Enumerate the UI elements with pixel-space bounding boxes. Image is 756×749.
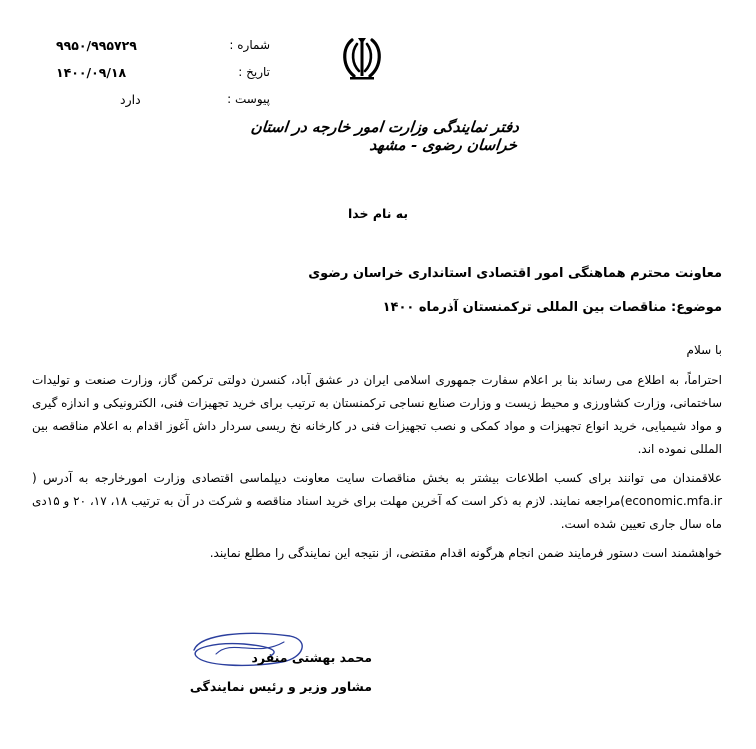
attachment-value: دارد: [120, 92, 141, 107]
recipient-line: معاونت محترم هماهنگی امور اقتصادی استانداری خراسان رضوی: [308, 266, 722, 281]
body-paragraph: علاقمندان می توانند برای کسب اطلاعات بیشتر به بخش مناقصات سایت معاونت دیپلماسی اقتصادی وزارت امورخارجه به آدرس ( economic.mfa.ir)مراجعه نمایند. لازم به ذکر است که آخرین مهلت برای خرید اسناد مناقصه و شرکت در آن به ترتیب ۱۸، ۱۷، ۲۰ و ۱۵دی ماه سال جاری تعیین شده است.: [32, 471, 723, 531]
body-paragraph: احتراماً، به اطلاع می رساند بنا بر اعلام سفارت جمهوری اسلامی ایران در عشق آباد، کنسرن دولتی ترکمن گاز، وزارت صنعت و تولیدات ساختمانی، وزارت کشاورزی و محیط زیست و وزارت صنایع نساجی ترکمنستان به ترتیب برای خرید تجهیزات فنی، الکترونیکی و اندازه گیری و مواد شیمیایی، خرید انواع تجهیزات و مواد کمکی و نصب تجهیزات فنی در کارخانه نخ ریسی سردار داش آغوز اقدام به اعلام مناقصه بین المللی نموده اند.: [32, 373, 722, 456]
date-row: [40, 65, 270, 92]
date-label: تاریخ :: [238, 65, 270, 79]
office-name: دفتر نمایندگی وزارت امور خارجه در استان خراسان رضوی - مشهد: [249, 118, 520, 154]
closing-line: خواهشمند است دستور فرمایند ضمن انجام هرگونه اقدام مقتضی، از نتیجه این نمایندگی را مطلع نمایند.: [209, 546, 722, 560]
number-label: شماره :: [229, 38, 270, 52]
signatory-title: مشاور وزیر و رئیس نمایندگی: [189, 679, 372, 694]
iran-emblem-icon: [338, 36, 386, 82]
number-row: [40, 38, 270, 65]
letter-number: ۹۹۵۰/۹۹۵۷۲۹: [56, 38, 137, 53]
letter-date: ۱۴۰۰/۰۹/۱۸: [56, 65, 127, 80]
subject-line: موضوع: مناقصات بین المللی ترکمنستان آذرماه ۱۴۰۰: [382, 300, 722, 315]
signatory-name: محمد بهشتی منفرد: [251, 650, 372, 665]
greeting: با سلام: [686, 343, 722, 357]
letter-body: [32, 369, 722, 536]
attachment-label: پیوست :: [227, 92, 270, 106]
attachment-row: [40, 92, 270, 119]
letter-metadata: [40, 38, 270, 119]
bismillah-heading: به نام خدا: [347, 206, 409, 221]
